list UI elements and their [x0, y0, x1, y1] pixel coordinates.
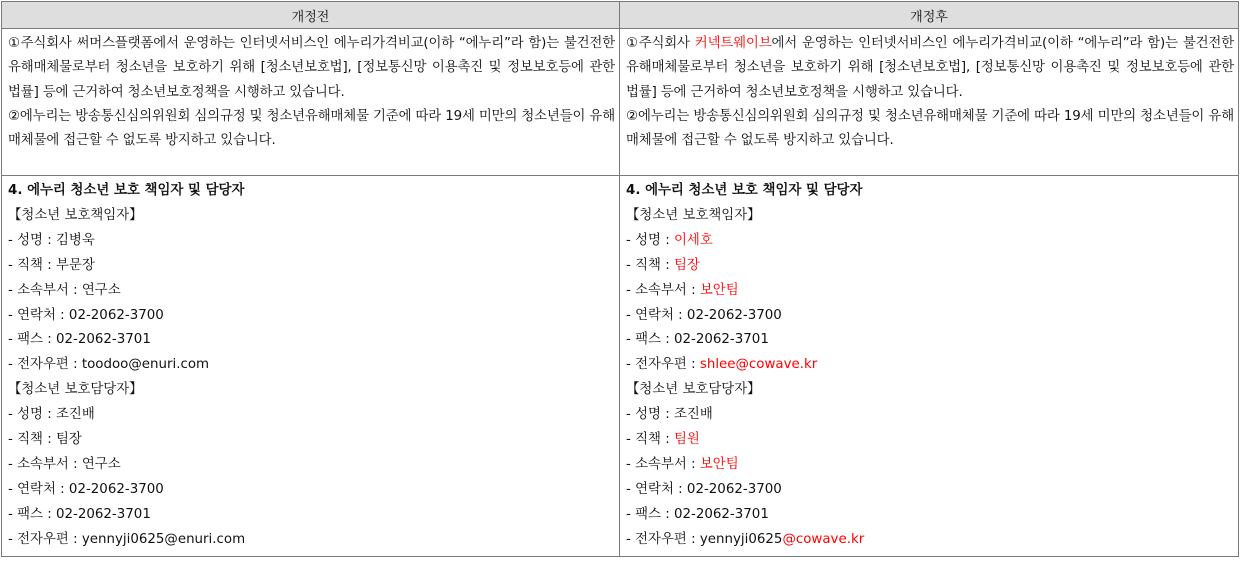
section-title: 4. 에누리 청소년 보호 책임자 및 담당자: [8, 183, 245, 198]
intro-paragraph-1: ①주식회사 써머스플랫폼에서 운영하는 인터넷서비스인 에누리가격비교(이하 “에누리”라 함)는 불건전한 유해매체물로부터 청소년을 보호하기 위해 [청소년보호법], [정보통신망 이용촉진 및 정보보호등에 관한 법률] 등에 근거하여 청소년보호정책을 시행하고 있습니다.: [8, 36, 615, 100]
manager-dept: - 소속부서 : 연구소: [8, 282, 121, 298]
manager-name-label: - 성명 :: [626, 232, 674, 248]
manager-dept: [626, 279, 1234, 304]
changed-manager-email: shlee@cowave.kr: [699, 357, 818, 373]
staff-dept-label: - 소속부서 :: [626, 456, 700, 472]
manager-heading: 【청소년 보호책임자】: [626, 207, 761, 223]
contacts-after-cell: [620, 176, 1239, 557]
header-row: [2, 2, 1239, 29]
manager-title-label: - 직책 :: [626, 257, 674, 273]
contacts-row: [2, 176, 1239, 557]
changed-staff-dept: 보안팀: [699, 456, 739, 472]
changed-manager-dept: 보안팀: [699, 282, 739, 298]
manager-fax: - 팩스 : 02-2062-3701: [8, 332, 151, 348]
changed-staff-title: 팀원: [673, 432, 700, 448]
staff-email: - 전자우편 : yennyji0625@enuri.com: [8, 531, 246, 547]
manager-fax: - 팩스 : 02-2062-3701: [626, 332, 769, 348]
manager-heading: 【청소년 보호책임자】: [8, 207, 143, 223]
staff-title: - 직책 : 팀장: [8, 432, 82, 448]
staff-heading: 【청소년 보호담당자】: [626, 382, 761, 398]
contacts-before-cell: [2, 176, 620, 557]
staff-email: [626, 528, 1234, 553]
staff-phone: - 연락처 : 02-2062-3700: [8, 481, 164, 497]
staff-title-label: - 직책 :: [626, 432, 674, 448]
manager-title: - 직책 : 부문장: [8, 257, 95, 273]
staff-dept: - 소속부서 : 연구소: [8, 456, 121, 472]
intro-paragraph-2: ②에누리는 방송통신심의위원회 심의규정 및 청소년유해매체물 기준에 따라 19세 미만의 청소년들이 유해매체물에 접근할 수 없도록 방지하고 있습니다.: [626, 108, 1234, 149]
header-before: 개정전: [2, 2, 620, 29]
intro-text-suffix: 에서 운영하는 인터넷서비스인 에누리가격비교(이하 “에누리”라 함)는 불건전한 유해매체물로부터 청소년을 보호하기 위해 [청소년보호법], [정보통신망 이용촉진 및 정보보호등에 관한 법률] 등에 근거하여 청소년보호정책을 시행하고 있습니다.: [626, 36, 1234, 100]
staff-dept: [626, 453, 1234, 478]
intro-text-prefix: ①주식회사: [626, 36, 695, 51]
changed-staff-email-domain: @cowave.kr: [782, 531, 865, 547]
revision-comparison-table: [1, 1, 1239, 557]
manager-phone: - 연락처 : 02-2062-3700: [626, 307, 782, 323]
staff-email-label: - 전자우편 : yennyji0625: [626, 531, 783, 547]
manager-email-label: - 전자우편 :: [626, 357, 700, 373]
manager-phone: - 연락처 : 02-2062-3700: [8, 307, 164, 323]
intro-paragraph-2: ②에누리는 방송통신심의위원회 심의규정 및 청소년유해매체물 기준에 따라 19세 미만의 청소년들이 유해매체물에 접근할 수 없도록 방지하고 있습니다.: [8, 108, 615, 149]
changed-manager-title: 팀장: [673, 257, 700, 273]
staff-fax: - 팩스 : 02-2062-3701: [8, 506, 151, 522]
section-title: 4. 에누리 청소년 보호 책임자 및 담당자: [626, 183, 863, 198]
staff-name: - 성명 : 조진배: [8, 407, 95, 423]
staff-fax: - 팩스 : 02-2062-3701: [626, 506, 769, 522]
intro-row: [2, 29, 1239, 176]
changed-manager-name: 이세호: [673, 232, 713, 248]
manager-name: [626, 229, 1234, 254]
intro-paragraph-1: [626, 32, 1234, 105]
changed-company-name: 커넥트웨이브: [694, 36, 772, 51]
intro-after-cell: [620, 29, 1239, 176]
staff-phone: - 연락처 : 02-2062-3700: [626, 481, 782, 497]
manager-title: [626, 254, 1234, 279]
manager-dept-label: - 소속부서 :: [626, 282, 700, 298]
header-after: 개정후: [620, 2, 1239, 29]
staff-name: - 성명 : 조진배: [626, 407, 713, 423]
intro-before-cell: [2, 29, 620, 176]
manager-name: - 성명 : 김병욱: [8, 232, 95, 248]
manager-email: [626, 353, 1234, 378]
staff-heading: 【청소년 보호담당자】: [8, 382, 143, 398]
staff-title: [626, 428, 1234, 453]
manager-email: - 전자우편 : toodoo@enuri.com: [8, 357, 210, 373]
